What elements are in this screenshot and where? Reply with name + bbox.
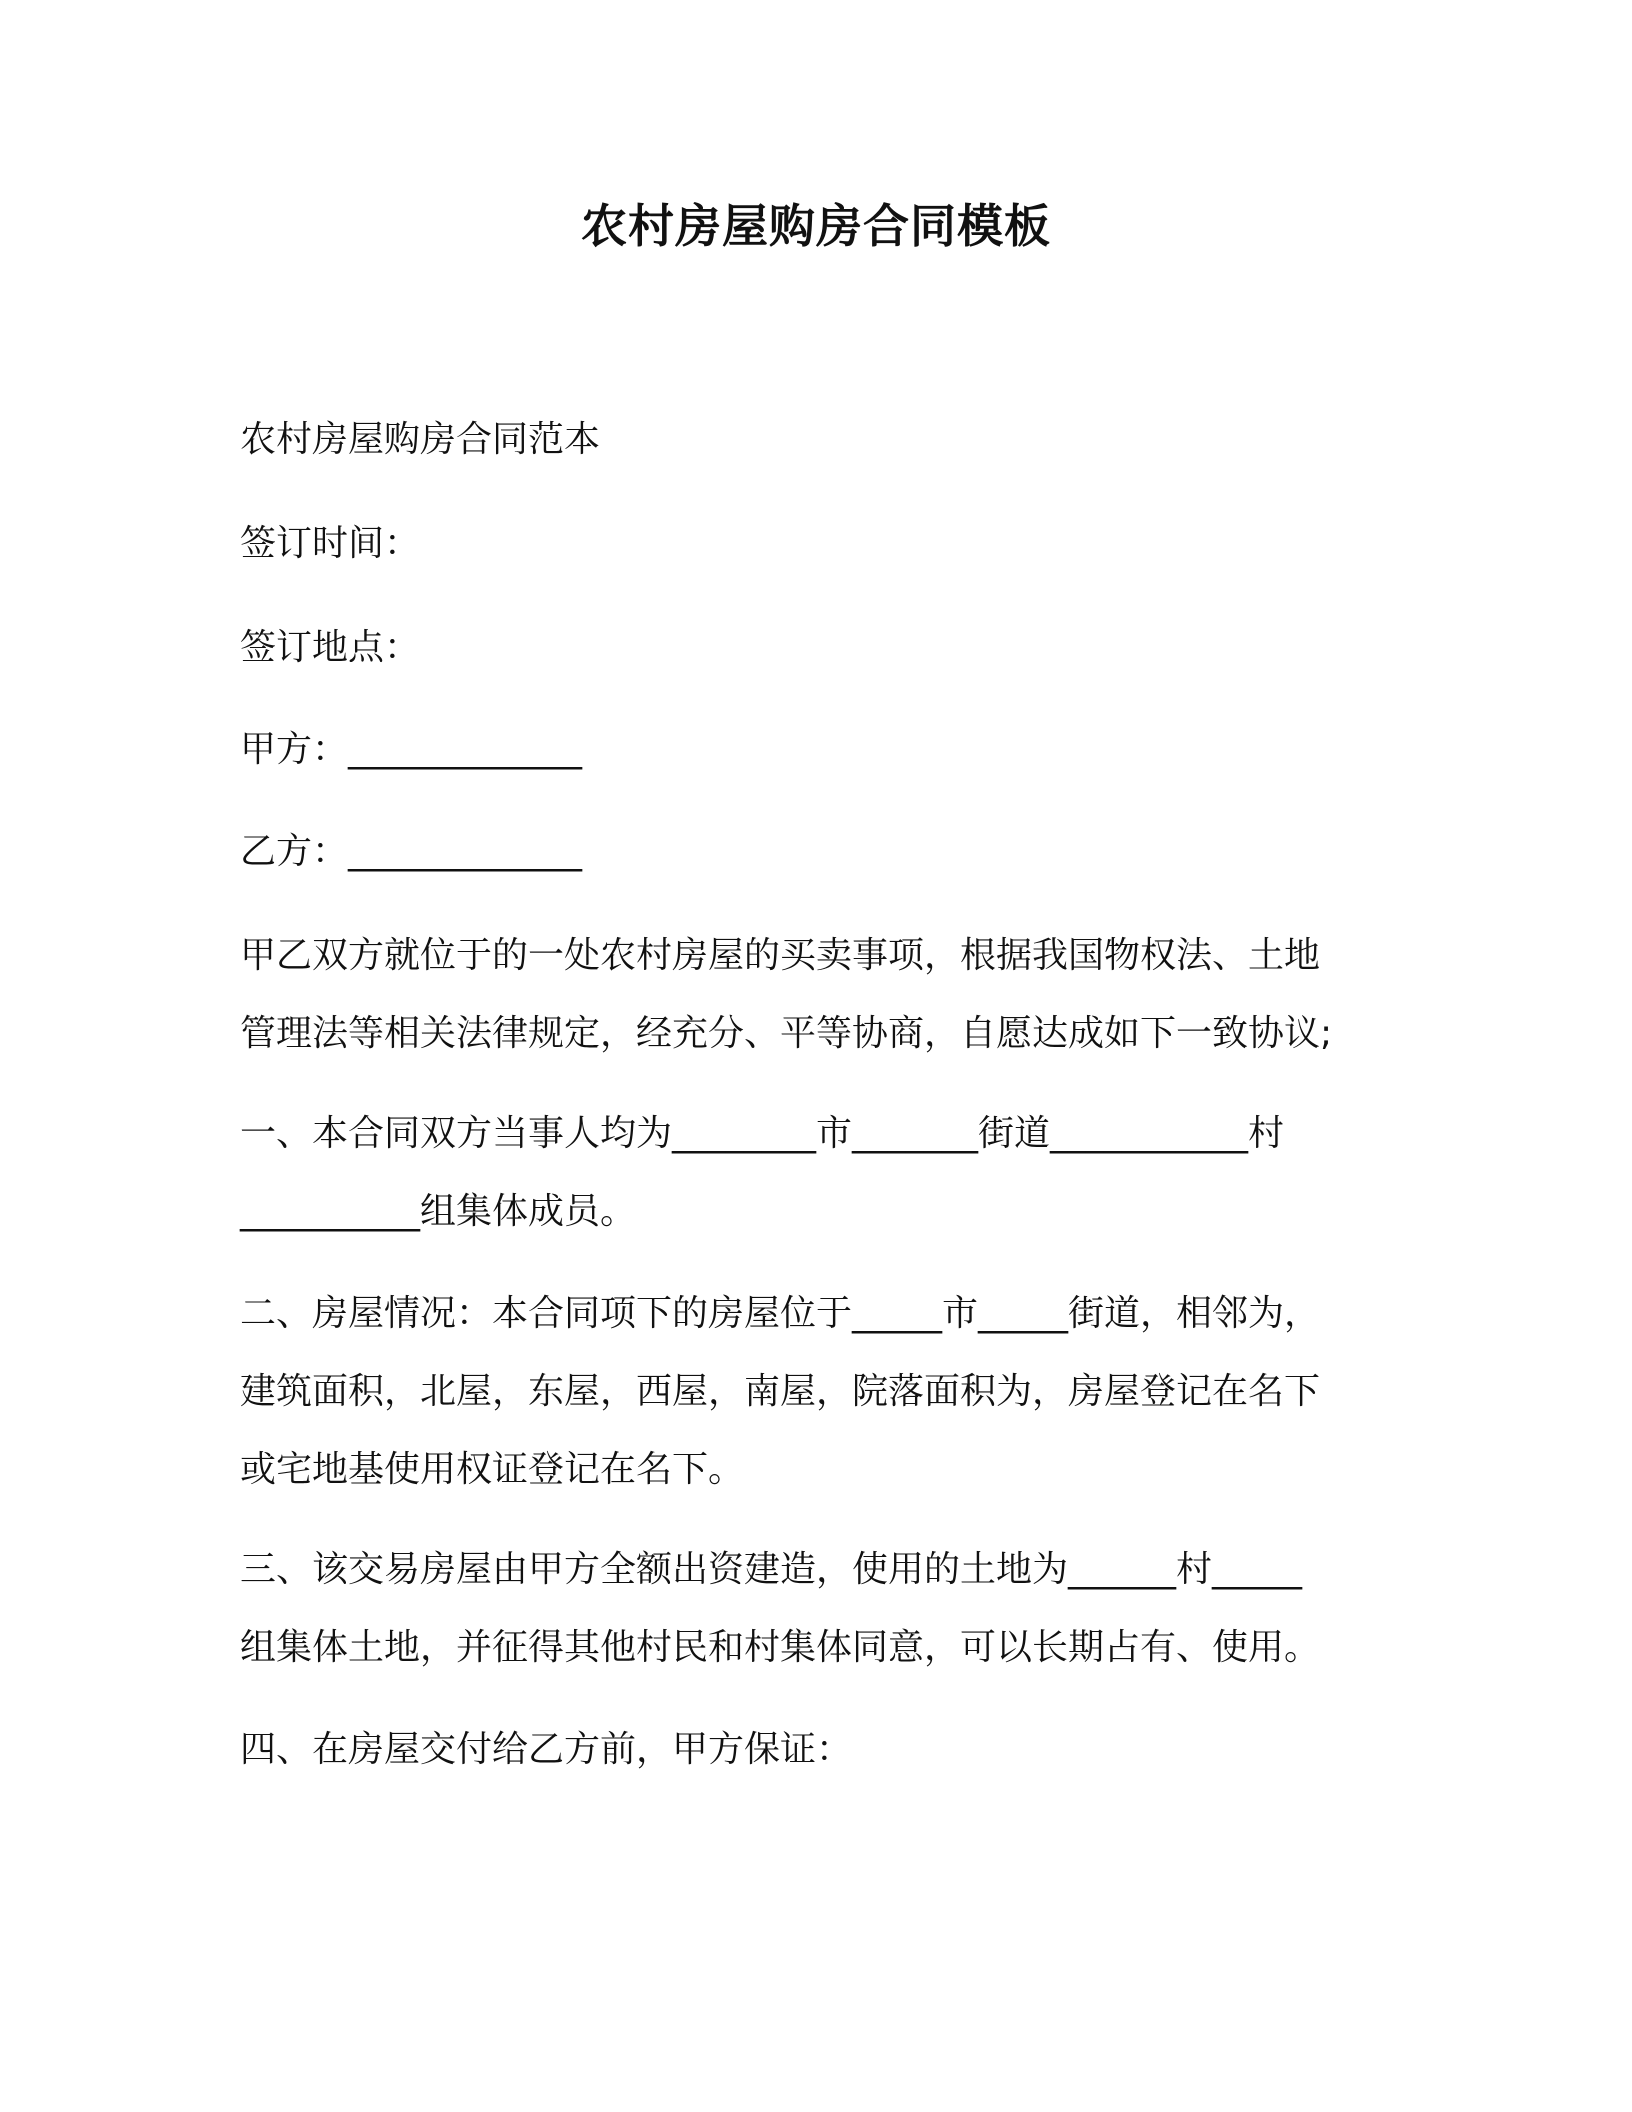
clause-3-line-1: 三、该交易房屋由甲方全额出资建造，使用的土地为______村_____ [240,1549,1303,1590]
clause-2-line-3: 或宅地基使用权证登记在名下。 [240,1449,745,1490]
clause-1-line-2: __________组集体成员。 [240,1191,637,1232]
clause-1-line-1: 一、本合同双方当事人均为________市_______街道___________村 [240,1113,1285,1154]
document-title: 农村房屋购房合同模板 [581,199,1051,253]
clause-2-line-2: 建筑面积，北屋，东屋，西屋，南屋，院落面积为，房屋登记在名下 [240,1371,1321,1412]
clause-4-line-1: 四、在房屋交付给乙方前，甲方保证： [240,1729,853,1770]
clause-2-line-1: 二、房屋情况：本合同项下的房屋位于_____市_____街道，相邻为， [240,1293,1321,1334]
party-b: 乙方：_____________ [240,831,583,872]
preamble-line-2: 管理法等相关法律规定，经充分、平等协商，自愿达成如下一致协议; [240,1013,1333,1054]
preamble-line-1: 甲乙双方就位于的一处农村房屋的买卖事项，根据我国物权法、土地 [240,935,1321,976]
signing-place: 签订地点： [240,627,421,668]
signing-time: 签订时间： [240,523,421,564]
template-subtitle: 农村房屋购房合同范本 [240,419,601,460]
party-a: 甲方：_____________ [240,729,583,770]
clause-3-line-2: 组集体土地，并征得其他村民和村集体同意，可以长期占有、使用。 [240,1627,1321,1668]
